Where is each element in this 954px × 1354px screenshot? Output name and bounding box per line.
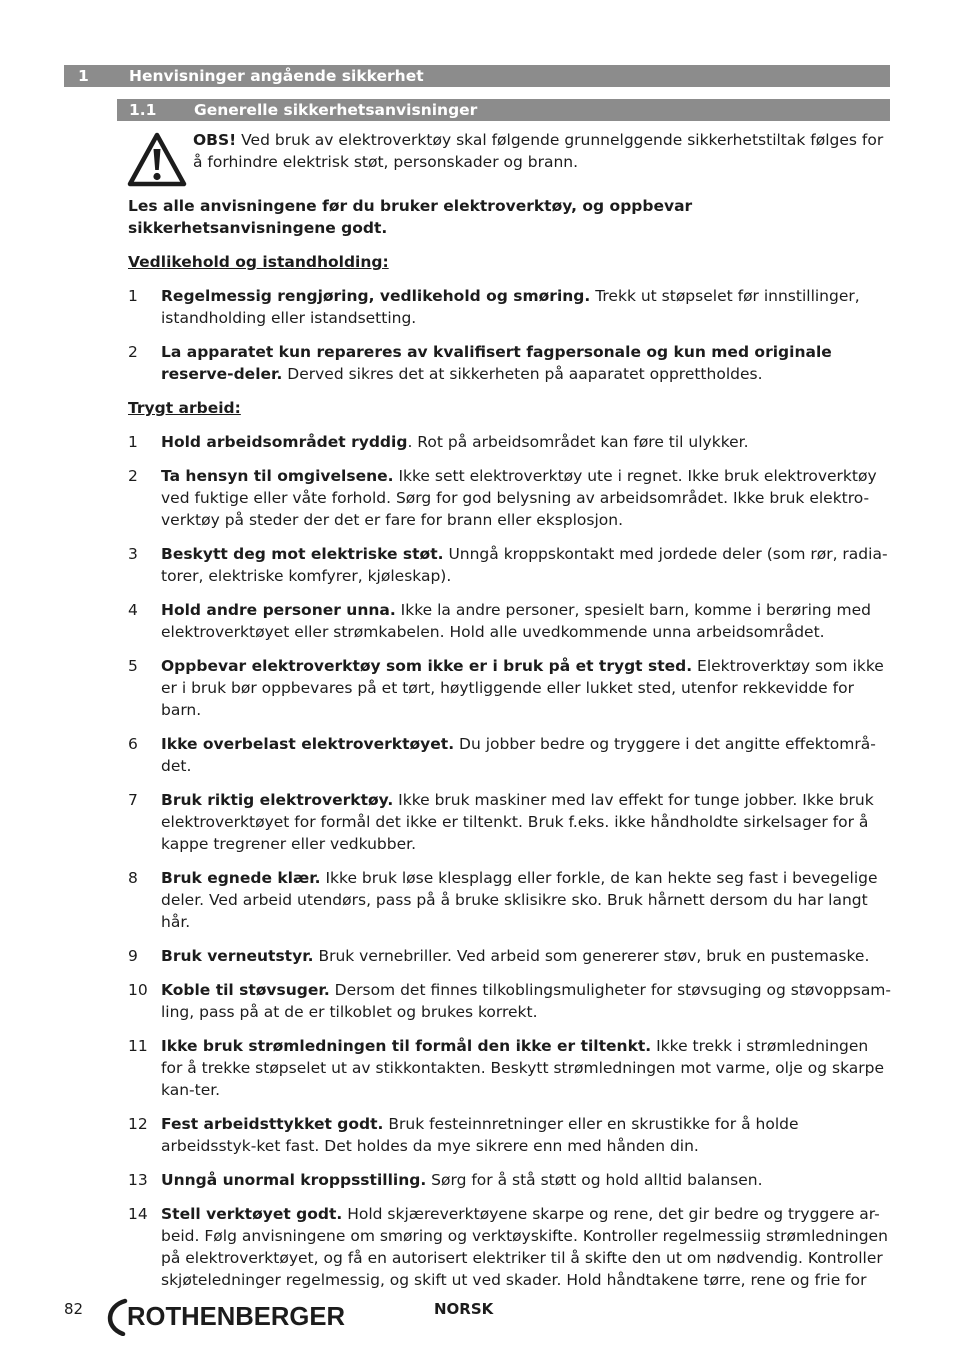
item-title: Stell verktøyet godt. — [161, 1205, 343, 1223]
item-description: Ikke bruk maskiner med lav effekt for tunge jobber. Ikke bruk elektroverktøyet for formål det ikke er tiltenkt. Bruk f.eks. ikke håndholdte sirkelsager for å kappe tregrener eller vedkubber. — [161, 791, 874, 853]
item-title: Koble til støvsuger. — [161, 981, 330, 999]
maintenance-heading: Vedlikehold og istandholding: — [128, 253, 389, 271]
item-text — [161, 341, 892, 385]
item-description: Ikke trekk i strømledningen for å trekke støpselet ut av stikkontakten. Beskytt strømledningen mot varme, olje og skarpe kan-ter. — [161, 1037, 885, 1099]
item-title: La apparatet kun repareres av kvalifisert fagpersonale og kun med originale reserve-deler. — [161, 343, 832, 383]
item-description: Du jobber bedre og tryggere i det angitte effektområ-det. — [161, 735, 876, 775]
item-description: Sørg for å stå støtt og hold alltid balansen. — [426, 1171, 763, 1189]
item-description: Elektroverktøy som ikke er i bruk bør oppbevares på et tørt, høytliggende eller lukket sted, utenfor rekkevidde for barn. — [161, 657, 884, 719]
item-title: Beskytt deg mot elektriske støt. — [161, 545, 444, 563]
item-number: 2 — [128, 343, 138, 361]
list-item — [128, 979, 892, 1023]
list-item — [128, 655, 892, 721]
item-number: 1 — [128, 287, 138, 305]
list-item — [128, 285, 892, 329]
document-body — [128, 195, 892, 1303]
item-description: Ikke bruk løse klesplagg eller forkle, de kan hekte seg fast i bevegelige deler. Ved arbeid utendørs, pass på å bruke sklisikre sko. Bruk hårnett dersom du har langt hår. — [161, 869, 878, 931]
section-number: 1 — [78, 67, 89, 85]
item-description: Bruk vernebriller. Ved arbeid som genererer støv, bruk en pustemaske. — [313, 947, 870, 965]
item-text — [161, 945, 892, 967]
maintenance-list — [128, 285, 892, 385]
subsection-title: Generelle sikkerhetsanvisninger — [194, 101, 478, 119]
item-number: 10 — [128, 981, 148, 999]
logo-wordmark: ROTHENBERGER — [127, 1301, 346, 1331]
item-description: Trekk ut støpselet før innstillinger, istandholding eller istandsetting. — [161, 287, 860, 327]
item-number: 11 — [128, 1037, 148, 1055]
list-item — [128, 543, 892, 587]
item-text — [161, 285, 892, 329]
item-number: 14 — [128, 1205, 148, 1223]
item-text — [161, 1035, 892, 1101]
item-number: 9 — [128, 947, 138, 965]
item-text — [161, 733, 892, 777]
item-description: Hold skjæreverktøyene skarpe og rene, det gir bedre og tryggere ar-beid. Følg anvisningene om smøring og verktøyskifte. Kontroller regelmessiig strømledningen på elektroverktøyet, og få en autorisert elektriker til å skifte den ut om nødvendig. Kontroller skjøteledninger regelmessig, og skift ut ved skader. Hold håndtakene tørre, rene og frie for — [161, 1205, 888, 1289]
item-title: Bruk riktig elektroverktøy. — [161, 791, 394, 809]
list-item — [128, 1169, 892, 1191]
item-description: . Rot på arbeidsområdet kan føre til ulykker. — [407, 433, 749, 451]
list-item — [128, 1113, 892, 1157]
item-description: Unngå kroppskontakt med jordede deler (som rør, radia-torer, elektriske komfyrer, kjøleskap). — [161, 545, 888, 585]
item-title: Hold andre personer unna. — [161, 601, 396, 619]
item-description: Dersom det finnes tilkoblingsmuligheter for støvsuging og støvoppsam-ling, pass på at de er tilkoblet og brukes korrekt. — [161, 981, 892, 1021]
item-text — [161, 655, 892, 721]
item-text — [161, 599, 892, 643]
item-title: Bruk egnede klær. — [161, 869, 321, 887]
item-description: Ikke sett elektroverktøy ute i regnet. Ikke bruk elektroverktøy ved fuktige eller våte forhold. Sørg for god belysning av arbeidsområdet. Ikke bruk elektro-verktøy på steder der det er fare for brann eller eksplosjon. — [161, 467, 877, 529]
list-item — [128, 599, 892, 643]
list-item — [128, 1203, 892, 1291]
item-description: Bruk festeinnretninger eller en skrustikke for å holde arbeidsstyk-ket fast. Det holdes da mye sikrere enn med hånden din. — [161, 1115, 799, 1155]
item-title: Regelmessig rengjøring, vedlikehold og smøring. — [161, 287, 591, 305]
item-text — [161, 1113, 892, 1157]
list-item — [128, 431, 892, 453]
item-number: 12 — [128, 1115, 148, 1133]
warning-text: Ved bruk av elektroverktøy skal følgende grunnelggende sikkerhetstiltak følges for å forhindre elektrisk støt, personskader og brann. — [193, 131, 884, 171]
section-header-1-1 — [117, 99, 890, 121]
rothenberger-logo — [103, 1294, 351, 1336]
subsection-number: 1.1 — [129, 101, 157, 119]
item-number: 1 — [128, 433, 138, 451]
page-number: 82 — [64, 1300, 84, 1318]
item-number: 3 — [128, 545, 138, 563]
section-header-1 — [64, 65, 890, 87]
item-text — [161, 465, 892, 531]
item-title: Bruk verneutstyr. — [161, 947, 314, 965]
item-title: Unngå unormal kroppsstilling. — [161, 1171, 427, 1189]
item-text — [161, 1169, 892, 1191]
item-title: Hold arbeidsområdet ryddig — [161, 433, 408, 451]
item-text — [161, 431, 892, 453]
list-item — [128, 465, 892, 531]
section-title: Henvisninger angående sikkerhet — [129, 67, 424, 85]
item-text — [161, 867, 892, 933]
item-text — [161, 1203, 892, 1291]
item-number: 8 — [128, 869, 138, 887]
list-item — [128, 341, 892, 385]
item-text — [161, 789, 892, 855]
item-title: Ikke bruk strømledningen til formål den ikke er tiltenkt. — [161, 1037, 652, 1055]
item-description: Derved sikres det at sikkerheten på aaparatet opprettholdes. — [282, 365, 763, 383]
warning-triangle-icon — [127, 132, 187, 187]
intro-paragraph: Les alle anvisningene før du bruker elektroverktøy, og oppbevar sikkerhetsanvisningene godt. — [128, 197, 693, 237]
item-description: Ikke la andre personer, spesielt barn, komme i berøring med elektroverktøyet eller strømkabelen. Hold alle uvedkommende unna arbeidsområdet. — [161, 601, 871, 641]
item-number: 4 — [128, 601, 138, 619]
item-number: 7 — [128, 791, 138, 809]
warning-label: OBS! — [193, 131, 237, 149]
list-item — [128, 867, 892, 933]
warning-notice — [193, 129, 893, 173]
item-number: 6 — [128, 735, 138, 753]
list-item — [128, 789, 892, 855]
item-title: Ta hensyn til omgivelsene. — [161, 467, 394, 485]
item-title: Fest arbeidsttykket godt. — [161, 1115, 384, 1133]
item-text — [161, 543, 892, 587]
safe-work-heading: Trygt arbeid: — [128, 399, 241, 417]
item-number: 5 — [128, 657, 138, 675]
item-title: Ikke overbelast elektroverktøyet. — [161, 735, 455, 753]
item-title: Oppbevar elektroverktøy som ikke er i bruk på et trygt sted. — [161, 657, 693, 675]
item-number: 13 — [128, 1171, 148, 1189]
list-item — [128, 945, 892, 967]
list-item — [128, 1035, 892, 1101]
footer-language: NORSK — [434, 1300, 494, 1318]
item-text — [161, 979, 892, 1023]
safe-work-list — [128, 431, 892, 1291]
item-number: 2 — [128, 467, 138, 485]
list-item — [128, 733, 892, 777]
